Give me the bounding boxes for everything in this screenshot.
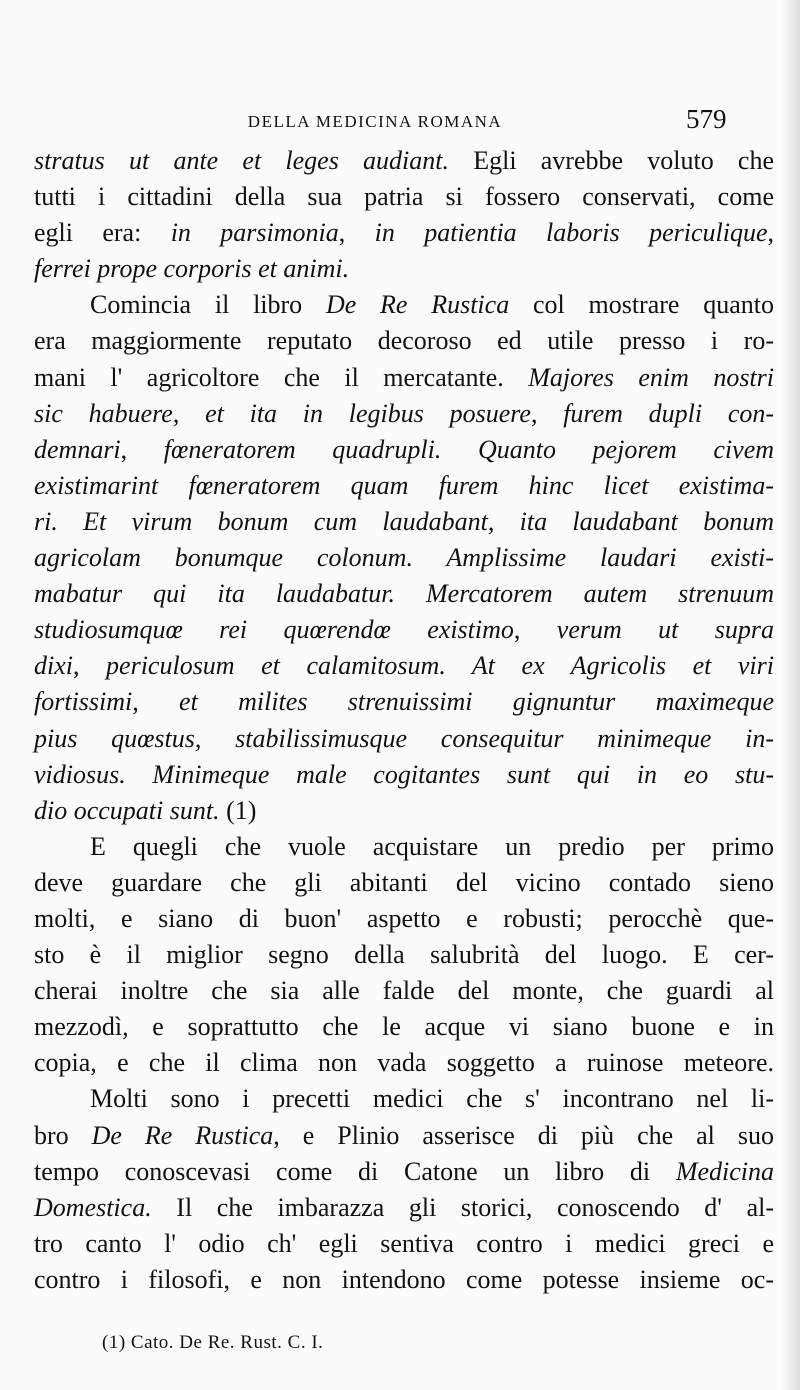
text-line <box>34 504 774 540</box>
text-segment: E quegli che vuole acquistare un predio per primo <box>90 831 774 861</box>
italic-text-segment: sic habuere <box>34 398 173 428</box>
text-line <box>34 323 774 359</box>
text-line <box>34 829 774 865</box>
text-segment: mezzodì, e soprattutto che le acque vi siano buone e in <box>34 1012 774 1042</box>
text-line <box>34 143 774 179</box>
italic-text-segment: et milites strenuissimi gignuntur maximeque <box>179 687 774 717</box>
italic-text-segment: fortissimi <box>34 687 133 717</box>
text-line <box>34 215 774 251</box>
italic-text-segment: vidiosus. Minimeque male cogitantes sunt qui in eo stu- <box>34 759 774 789</box>
text-line <box>34 793 774 829</box>
text-line <box>34 251 774 287</box>
text-segment: , <box>73 651 107 681</box>
italic-text-segment: verum ut supra <box>556 615 775 645</box>
text-line <box>34 287 774 323</box>
text-line <box>34 1226 774 1262</box>
text-segment: tempo conoscevasi come di Catone un libro di <box>34 1156 676 1186</box>
text-line <box>34 360 774 396</box>
text-segment: molti, e siano di buon' aspetto e robusti; perocchè que- <box>34 903 774 933</box>
text-segment: egli era: <box>34 218 171 248</box>
text-line <box>34 1118 774 1154</box>
text-segment: contro i filosofi, e non intendono come potesse insieme oc- <box>34 1264 774 1294</box>
italic-text-segment: in parsimonia <box>170 218 339 248</box>
text-segment: , e Plinio asserisce di più che al suo <box>273 1120 774 1150</box>
text-segment: (1) <box>219 795 257 825</box>
page-edge-shadow <box>782 0 800 1390</box>
text-line <box>34 721 774 757</box>
italic-text-segment: studiosumquœ rei quœrendœ existimo <box>34 615 514 645</box>
italic-text-segment: dio occupati sunt. <box>34 795 220 825</box>
italic-text-segment: demnari <box>34 434 121 464</box>
text-segment: era maggiormente reputato decoroso ed utile presso i ro- <box>34 326 774 356</box>
text-line <box>34 468 774 504</box>
italic-text-segment: et ita in legibus posuere <box>205 398 531 428</box>
text-line <box>34 1045 774 1081</box>
italic-text-segment: Majores enim nostri <box>528 362 774 392</box>
italic-text-segment: periculosum et calamitosum. At ex Agricolis et viri <box>106 651 774 681</box>
text-segment: Comincia il libro <box>90 290 326 320</box>
text-segment: , <box>172 398 206 428</box>
text-line <box>34 612 774 648</box>
italic-text-segment: pius quœstus, stabilissimusque consequitur minimeque in- <box>34 723 774 753</box>
running-header <box>0 104 800 144</box>
text-line <box>34 973 774 1009</box>
italic-text-segment: ri. Et virum bonum cum laudabant, ita laudabant bonum <box>34 506 774 536</box>
text-line <box>34 757 774 793</box>
text-segment: deve guardare che gli abitanti del vicino contado sieno <box>34 867 774 897</box>
italic-text-segment: De Re Rustica <box>91 1120 274 1150</box>
running-title: DELLA MEDICINA ROMANA <box>247 112 503 131</box>
italic-text-segment: Medicina <box>675 1156 774 1186</box>
italic-text-segment: De Re Rustica <box>325 290 510 320</box>
text-segment: , <box>530 398 564 428</box>
text-segment: , <box>767 218 775 248</box>
italic-text-segment: ferrei prope corporis et animi. <box>34 254 350 284</box>
italic-text-segment: Domestica. <box>34 1192 152 1222</box>
body-text <box>34 143 774 1298</box>
text-segment: , <box>132 687 180 717</box>
text-segment: col mostrare quanto <box>509 290 774 320</box>
italic-text-segment: in patientia laboris periculique <box>374 218 768 248</box>
text-segment: tutti i cittadini della sua patria si fossero conservati, come <box>34 182 774 212</box>
text-line <box>34 648 774 684</box>
text-line <box>34 179 774 215</box>
text-segment: , <box>513 615 557 645</box>
text-segment: mani l' agricoltore che il mercatante. <box>34 362 529 392</box>
text-segment: bro <box>34 1120 92 1150</box>
text-segment: Il che imbarazza gli storici, conoscendo d' al- <box>151 1192 774 1222</box>
text-line <box>34 576 774 612</box>
italic-text-segment: dixi <box>34 651 73 681</box>
text-line <box>34 937 774 973</box>
text-line <box>34 1154 774 1190</box>
text-line <box>34 1262 774 1298</box>
text-segment: sto è il miglior segno della salubrità del luogo. E cer- <box>34 940 774 970</box>
footnote: (1) Cato. De Re. Rust. C. I. <box>102 1332 324 1353</box>
italic-text-segment: fœneratorem quadrupli. Quanto pejorem civem <box>163 434 775 464</box>
text-segment: Molti sono i precetti medici che s' incontrano nel li- <box>90 1084 774 1114</box>
text-segment: tro canto l' odio ch' egli sentiva contro i medici greci e <box>34 1228 774 1258</box>
italic-text-segment: existimarint fœneratorem quam furem hinc licet existima- <box>34 470 774 500</box>
text-line <box>34 396 774 432</box>
text-line <box>34 1081 774 1117</box>
text-line <box>34 901 774 937</box>
text-line <box>34 865 774 901</box>
text-segment: copia, e che il clima non vada soggetto a ruinose meteore. <box>34 1048 774 1078</box>
text-line <box>34 540 774 576</box>
text-line <box>34 432 774 468</box>
text-line <box>34 684 774 720</box>
text-segment: , <box>120 434 164 464</box>
italic-text-segment: agricolam bonumque colonum. Amplissime laudari existi- <box>34 543 774 573</box>
italic-text-segment: stratus ut ante et leges audiant. <box>34 146 449 175</box>
text-segment: , <box>338 218 375 248</box>
text-line <box>34 1190 774 1226</box>
italic-text-segment: mabatur qui ita laudabatur. Mercatorem autem strenuum <box>34 579 774 609</box>
text-segment: cherai inoltre che sia alle falde del monte, che guardi al <box>34 976 774 1006</box>
italic-text-segment: furem dupli con- <box>563 398 775 428</box>
text-segment: Egli avrebbe voluto che <box>449 146 774 175</box>
page-number: 579 <box>686 104 727 134</box>
text-line <box>34 1009 774 1045</box>
